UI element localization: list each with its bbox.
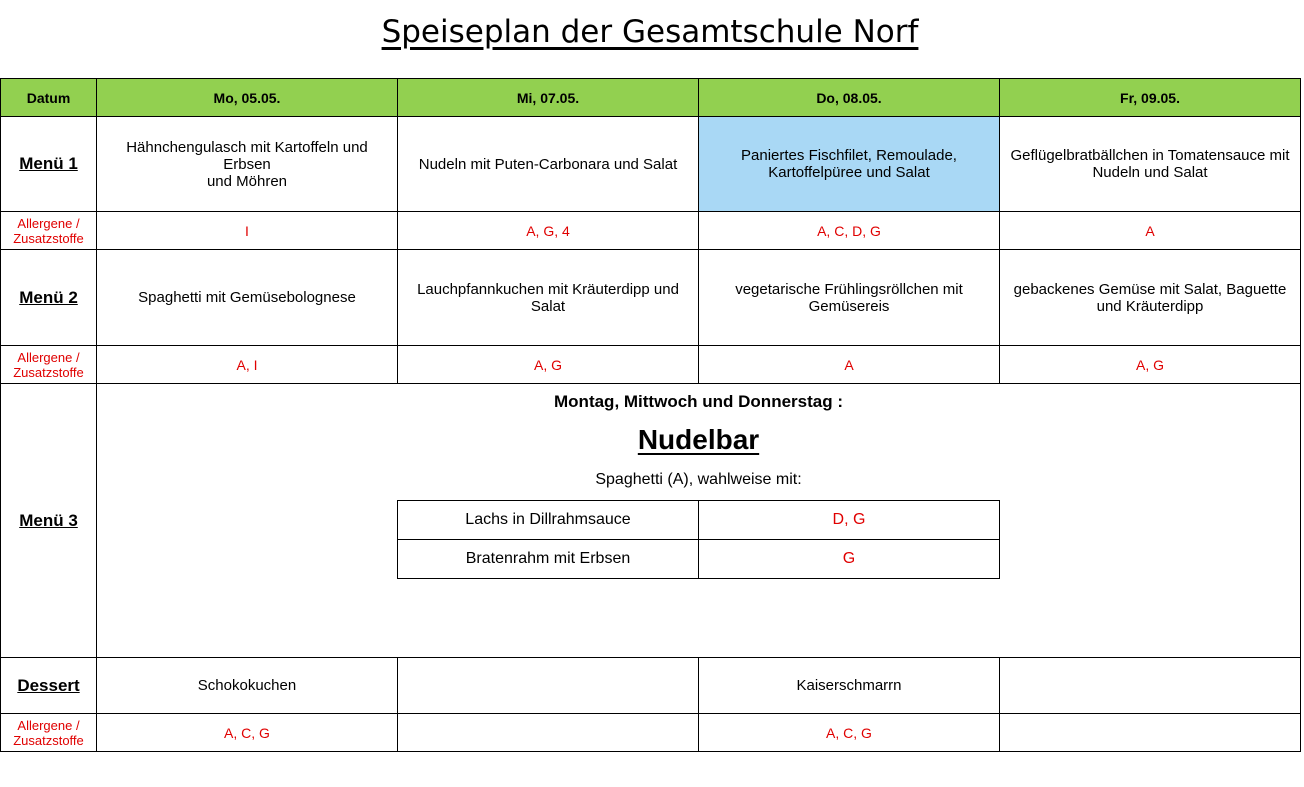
allergen-label bbox=[0, 345, 97, 384]
menu2-dish-text: Lauchpfannkuchen mit Kräuterdipp und Salat bbox=[417, 280, 679, 315]
dessert-dish-text: Kaiserschmarrn bbox=[796, 677, 902, 694]
menu2-allergen-text: A, G bbox=[1135, 356, 1164, 373]
menu1-allergen bbox=[698, 211, 1000, 250]
nudelbar-option-allergen-text: D, G bbox=[832, 511, 866, 528]
menu2-allergen-text: A, I bbox=[236, 356, 258, 373]
menu3-label-text: Menü 3 bbox=[19, 510, 78, 530]
menu1-allergen bbox=[999, 211, 1301, 250]
menu1-allergen bbox=[96, 211, 398, 250]
dessert-dish-text: Schokokuchen bbox=[197, 677, 297, 694]
allergen-label bbox=[0, 211, 97, 250]
nudelbar-subtitle: Spaghetti (A), wahlweise mit: bbox=[595, 471, 802, 488]
header-day-text: Mi, 07.05. bbox=[516, 89, 580, 106]
dessert-dish bbox=[397, 657, 699, 714]
header-day-text: Mo, 05.05. bbox=[213, 89, 281, 106]
dessert-allergen bbox=[999, 713, 1301, 752]
menu1-allergen bbox=[397, 211, 699, 250]
header-day-text: Do, 08.05. bbox=[816, 89, 882, 106]
dessert-allergen bbox=[397, 713, 699, 752]
menu2-allergen bbox=[999, 345, 1301, 384]
dessert-dish bbox=[96, 657, 398, 714]
allergen-label-text: Allergene / Zusatzstoffe bbox=[13, 349, 84, 380]
header-day-text: Fr, 09.05. bbox=[1120, 89, 1180, 106]
menu2-dish bbox=[96, 249, 398, 346]
menu1-dish-text: Paniertes Fischfilet, Remoulade, Kartoffelpüree und Salat bbox=[741, 147, 957, 181]
header-day bbox=[698, 78, 1000, 117]
nudelbar-option bbox=[397, 500, 699, 540]
menu2-label bbox=[0, 249, 97, 346]
dessert-label-text: Dessert bbox=[17, 675, 80, 695]
nudelbar-option-allergen bbox=[698, 500, 1000, 540]
dessert-allergen-text: A, C, G bbox=[224, 724, 270, 741]
dessert-label bbox=[0, 657, 97, 714]
allergen-label-text: Allergene / Zusatzstoffe bbox=[13, 215, 84, 246]
nudelbar-days: Montag, Mittwoch und Donnerstag : bbox=[554, 392, 843, 411]
menu1-dish-text: Geflügelbratbällchen in Tomatensauce mit Nudeln und Salat bbox=[1010, 147, 1290, 181]
nudelbar-option-allergen-text: G bbox=[842, 550, 856, 567]
menu2-allergen-text: A, G bbox=[533, 356, 562, 373]
menu1-label bbox=[0, 116, 97, 212]
nudelbar-option-allergen bbox=[698, 539, 1000, 579]
menu1-dish bbox=[999, 116, 1301, 212]
menu2-dish-text: gebackenes Gemüse mit Salat, Baguette und Kräuterdipp bbox=[1013, 280, 1287, 315]
menu2-allergen bbox=[96, 345, 398, 384]
nudelbar-option bbox=[397, 539, 699, 579]
menu1-allergen-text: A, C, D, G bbox=[817, 222, 881, 239]
header-day bbox=[397, 78, 699, 117]
nudelbar-option-text: Bratenrahm mit Erbsen bbox=[465, 550, 631, 567]
menu2-label-text: Menü 2 bbox=[19, 287, 78, 307]
dessert-allergen bbox=[96, 713, 398, 752]
nudelbar-option-text: Lachs in Dillrahmsauce bbox=[465, 511, 631, 528]
dessert-allergen bbox=[698, 713, 1000, 752]
header-datum bbox=[0, 78, 97, 117]
page-title: Speiseplan der Gesamtschule Norf bbox=[381, 14, 919, 50]
menu2-dish-text: vegetarische Frühlingsröllchen mit Gemüsereis bbox=[735, 280, 963, 315]
header-day bbox=[96, 78, 398, 117]
dessert-allergen-text: A, C, G bbox=[826, 724, 872, 741]
nudelbar-title: Nudelbar bbox=[637, 424, 760, 455]
header-day bbox=[999, 78, 1301, 117]
header-datum-text: Datum bbox=[26, 89, 71, 106]
menu2-dish bbox=[999, 249, 1301, 346]
menu1-dish-text: Nudeln mit Puten-Carbonara und Salat bbox=[418, 155, 678, 173]
menu1-allergen-text: A, G, 4 bbox=[526, 222, 570, 239]
menu2-allergen bbox=[397, 345, 699, 384]
allergen-label-text: Allergene / Zusatzstoffe bbox=[13, 717, 84, 748]
menu2-dish-text: Spaghetti mit Gemüsebolognese bbox=[138, 289, 356, 306]
menu2-dish bbox=[397, 249, 699, 346]
menu3-label bbox=[0, 383, 97, 658]
dessert-dish bbox=[999, 657, 1301, 714]
menu1-allergen-text: A bbox=[1145, 222, 1155, 239]
menu2-allergen-text: A bbox=[844, 356, 854, 373]
allergen-label bbox=[0, 713, 97, 752]
menu1-label-text: Menü 1 bbox=[19, 154, 78, 173]
menu1-dish bbox=[698, 116, 1000, 212]
dessert-dish bbox=[698, 657, 1000, 714]
menu1-allergen-text: I bbox=[245, 222, 249, 239]
menu1-dish-text: Hähnchengulasch mit Kartoffeln und Erbsen und Möhren bbox=[126, 138, 368, 190]
menu1-dish bbox=[96, 116, 398, 212]
menu2-allergen bbox=[698, 345, 1000, 384]
menu2-dish bbox=[698, 249, 1000, 346]
menu1-dish bbox=[397, 116, 699, 212]
